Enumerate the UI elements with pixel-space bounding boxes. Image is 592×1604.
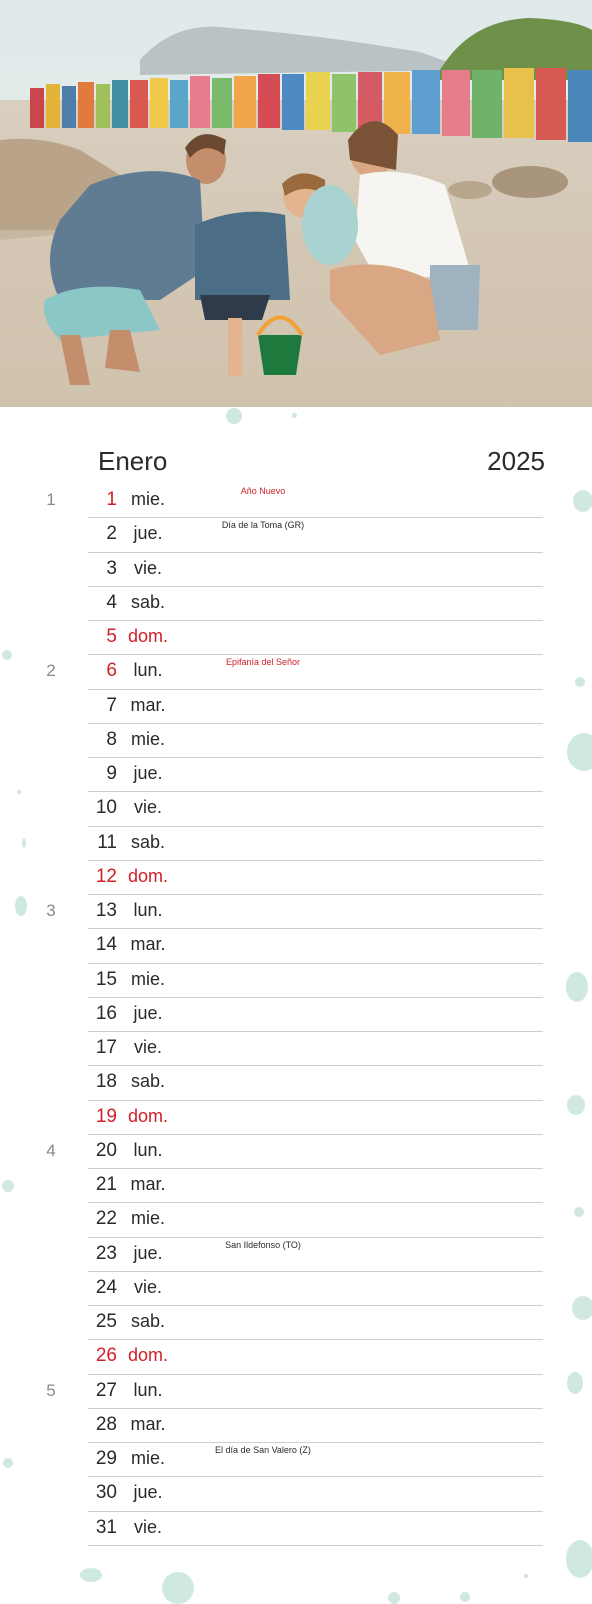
- weekday-label: sab.: [130, 1071, 166, 1092]
- weekday-label: jue.: [133, 523, 163, 544]
- day-row: [0, 1375, 592, 1409]
- weekday-label: dom.: [127, 1345, 169, 1366]
- decorative-dot: [524, 1574, 528, 1578]
- day-number: 24: [95, 1276, 117, 1298]
- day-row: [0, 553, 592, 587]
- day-row: [0, 1135, 592, 1169]
- weekday-label: dom.: [127, 865, 169, 886]
- weekday-label: dom.: [127, 626, 169, 646]
- week-number: 2: [46, 661, 56, 681]
- weekday-label: mie.: [130, 489, 165, 509]
- day-row: [0, 1101, 592, 1135]
- day-list: [0, 484, 592, 1546]
- day-number: 1: [106, 489, 117, 510]
- weekday-label: sab.: [130, 591, 166, 612]
- day-row: [0, 1477, 592, 1511]
- month-title: Enero: [98, 446, 168, 476]
- weekday-label: vie.: [133, 557, 162, 578]
- day-number: 16: [95, 1002, 117, 1024]
- decorative-dot: [80, 1568, 102, 1582]
- weekday-label: dom.: [127, 1105, 169, 1126]
- weekday-label: lun.: [133, 1139, 163, 1160]
- day-number: 27: [95, 1379, 117, 1401]
- day-row: [0, 621, 592, 655]
- weekday-label: mie.: [130, 1208, 165, 1229]
- week-number: 5: [46, 1380, 56, 1400]
- decorative-dot: [388, 1592, 400, 1604]
- day-number: 15: [95, 968, 117, 990]
- weekday-label: mar.: [130, 934, 166, 955]
- day-row: [0, 1272, 592, 1306]
- day-row: [0, 758, 592, 792]
- day-row: [0, 1066, 592, 1100]
- weekday-label: jue.: [133, 1002, 163, 1023]
- family-beach-photo: [0, 0, 592, 407]
- weekday-label: lun.: [133, 660, 163, 681]
- day-row: [0, 1443, 592, 1477]
- day-row: [0, 724, 592, 758]
- day-row: [0, 861, 592, 895]
- day-row: [0, 792, 592, 826]
- decorative-dot: [226, 408, 242, 424]
- weekday-label: mar.: [130, 1413, 166, 1434]
- weekday-label: jue.: [133, 1482, 163, 1503]
- weekday-label: jue.: [133, 763, 163, 783]
- day-row: [0, 1169, 592, 1203]
- weekday-label: mar.: [130, 1174, 166, 1194]
- day-number: 22: [95, 1208, 117, 1230]
- week-number: 3: [46, 901, 56, 920]
- day-row: [0, 690, 592, 724]
- day-row: [0, 964, 592, 998]
- weekday-label: mie.: [130, 1448, 165, 1468]
- year-title: 2025: [487, 446, 545, 476]
- day-number: 19: [95, 1105, 117, 1127]
- day-number: 30: [95, 1482, 117, 1504]
- decorative-dot: [162, 1572, 194, 1604]
- day-number: 4: [106, 591, 117, 613]
- day-number: 8: [106, 728, 117, 750]
- week-number: 4: [46, 1140, 56, 1160]
- holiday-note: Epifanía del Señor: [225, 657, 301, 668]
- day-number: 31: [95, 1516, 117, 1538]
- weekday-label: vie.: [133, 1516, 162, 1537]
- day-row: [0, 1409, 592, 1443]
- day-number: 9: [106, 763, 117, 784]
- day-number: 21: [95, 1174, 117, 1195]
- day-row: [0, 1203, 592, 1237]
- row-divider: [88, 1545, 543, 1546]
- day-number: 12: [95, 865, 117, 887]
- day-number: 26: [95, 1345, 117, 1367]
- weekday-label: lun.: [133, 900, 163, 920]
- day-number: 28: [95, 1413, 117, 1435]
- day-number: 20: [95, 1139, 117, 1161]
- weekday-label: sab.: [130, 831, 166, 852]
- day-row: [0, 1032, 592, 1066]
- day-row: [0, 1512, 592, 1546]
- weekday-label: mar.: [130, 694, 166, 715]
- day-number: 29: [95, 1448, 117, 1469]
- day-row: [0, 1340, 592, 1374]
- holiday-note: Año Nuevo: [240, 486, 286, 496]
- day-number: 5: [106, 626, 117, 647]
- weekday-label: lun.: [133, 1379, 163, 1400]
- week-number: 1: [46, 490, 56, 509]
- day-number: 11: [97, 831, 117, 853]
- decorative-dot: [460, 1592, 470, 1602]
- holiday-note: San Ildefonso (TO): [225, 1239, 301, 1250]
- weekday-label: jue.: [133, 1242, 163, 1263]
- day-row: [0, 998, 592, 1032]
- day-number: 7: [106, 694, 117, 716]
- day-number: 3: [106, 557, 117, 579]
- day-number: 6: [106, 660, 117, 682]
- day-row: [0, 1306, 592, 1340]
- day-number: 25: [95, 1311, 117, 1332]
- day-row: [0, 827, 592, 861]
- day-number: 23: [95, 1242, 117, 1264]
- day-number: 2: [106, 523, 117, 545]
- decorative-dot: [292, 413, 297, 418]
- weekday-label: vie.: [133, 1037, 162, 1057]
- weekday-label: vie.: [133, 797, 162, 818]
- day-row: [0, 895, 592, 929]
- day-row: [0, 484, 592, 518]
- weekday-label: vie.: [133, 1276, 162, 1297]
- day-number: 10: [95, 797, 117, 819]
- holiday-note: Día de la Toma (GR): [221, 520, 305, 531]
- day-number: 13: [95, 900, 117, 921]
- weekday-label: mie.: [130, 968, 165, 989]
- day-row: [0, 518, 592, 552]
- holiday-note: El día de San Valero (Z): [215, 1445, 311, 1455]
- day-row: [0, 1238, 592, 1272]
- day-row: [0, 929, 592, 963]
- day-number: 18: [95, 1071, 117, 1093]
- weekday-label: sab.: [130, 1311, 166, 1331]
- day-row: [0, 655, 592, 689]
- day-row: [0, 587, 592, 621]
- day-number: 14: [95, 934, 117, 956]
- day-number: 17: [95, 1037, 117, 1058]
- weekday-label: mie.: [130, 728, 165, 749]
